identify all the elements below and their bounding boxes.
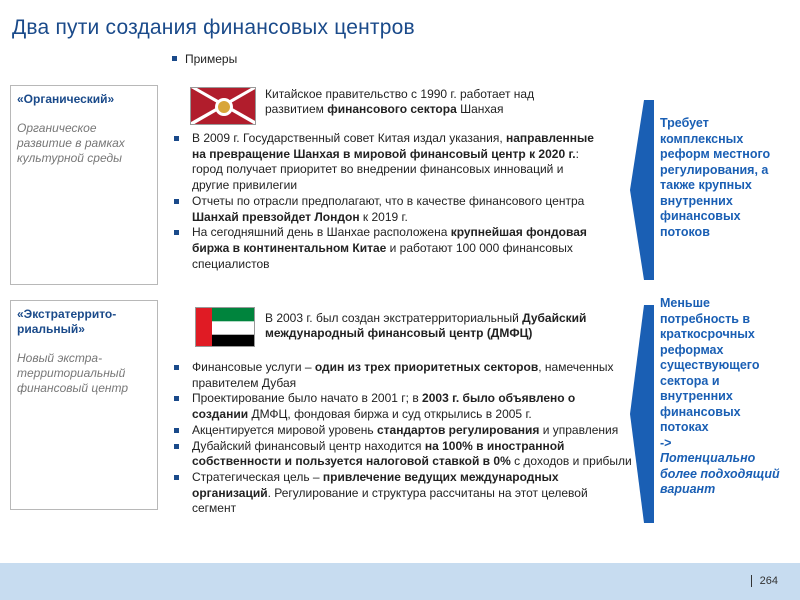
bullet-icon (174, 230, 179, 235)
extraterritorial-intro: В 2003 г. был создан экстратерриториальный Дубайский международный финансовый центр (ДМФЦ) (265, 311, 587, 340)
extraterritorial-bullet-list (174, 360, 634, 517)
bullet-icon (172, 56, 177, 61)
chevron-arrow-icon (630, 305, 654, 523)
bullet-icon (174, 475, 179, 480)
list-item: В 2009 г. Государственный совет Китая издал указания, направленные на превращение Шанхая в мировой финансовый центр к 2020 г.: город получает приоритет во внедрении финансовых инноваций и другие привилегии (174, 131, 594, 194)
extraterritorial-title: «Экстратеррито-риальный» (17, 307, 117, 336)
footer-bar (0, 563, 800, 600)
divider (751, 575, 752, 587)
list-item: Проектирование было начато в 2001 г; в 2003 г. было объявлено о создании ДМФЦ, фондовая биржа и суд открылись в 2005 г. (174, 391, 634, 422)
bullet-icon (174, 396, 179, 401)
organic-desc: Органическое развитие в рамках культурной среды (17, 121, 125, 165)
list-item: Акцентируется мировой уровень стандартов регулирования и управления (174, 423, 634, 439)
organic-title: «Органический» (17, 92, 115, 106)
list-item: Финансовые услуги – один из трех приоритетных секторов, намеченных правителем Дубая (174, 360, 634, 391)
organic-conclusion: Требует комплексных реформ местного регулирования, а также крупных внутренних финансовых потоков (660, 116, 771, 239)
bullet-icon (174, 444, 179, 449)
list-item: На сегодняшний день в Шанхае расположена крупнейшая фондовая биржа в континентальном Китае и работают 100 000 финансовых специалистов (174, 225, 594, 272)
page-title: Два пути создания финансовых центров (12, 16, 415, 39)
examples-label: Примеры (172, 52, 237, 66)
chevron-arrow-icon (630, 100, 654, 280)
bullet-icon (174, 199, 179, 204)
extraterritorial-box (10, 300, 158, 510)
bullet-icon (174, 136, 179, 141)
extraterritorial-conclusion: Меньше потребность в краткосрочных реформах существующего сектора и внутренних финансовых потоках -> Потенциально более подходящий вариант (660, 296, 780, 496)
list-item: Дубайский финансовый центр находится на 100% в иностранной собственности и пользуется налоговой ставкой в 0% с доходов и прибыли (174, 439, 634, 470)
list-item: Стратегическая цель – привлечение ведущих международных организаций. Регулирование и структура рассчитаны на этот целевой сегмент (174, 470, 634, 517)
organic-intro: Китайское правительство с 1990 г. работает над развитием финансового сектора Шанхая (265, 87, 535, 116)
organic-bullet-list (174, 131, 594, 272)
bullet-icon (174, 365, 179, 370)
organic-box (10, 85, 158, 285)
list-item: Отчеты по отрасли предполагают, что в качестве финансового центра Шанхай превзойдет Лондон к 2019 г. (174, 194, 594, 225)
extraterritorial-desc: Новый экстра-территориальный финансовый центр (17, 351, 129, 395)
page-number: 264 (751, 575, 778, 587)
shanghai-flag-icon (190, 87, 256, 125)
uae-flag-icon (195, 307, 255, 347)
bullet-icon (174, 428, 179, 433)
